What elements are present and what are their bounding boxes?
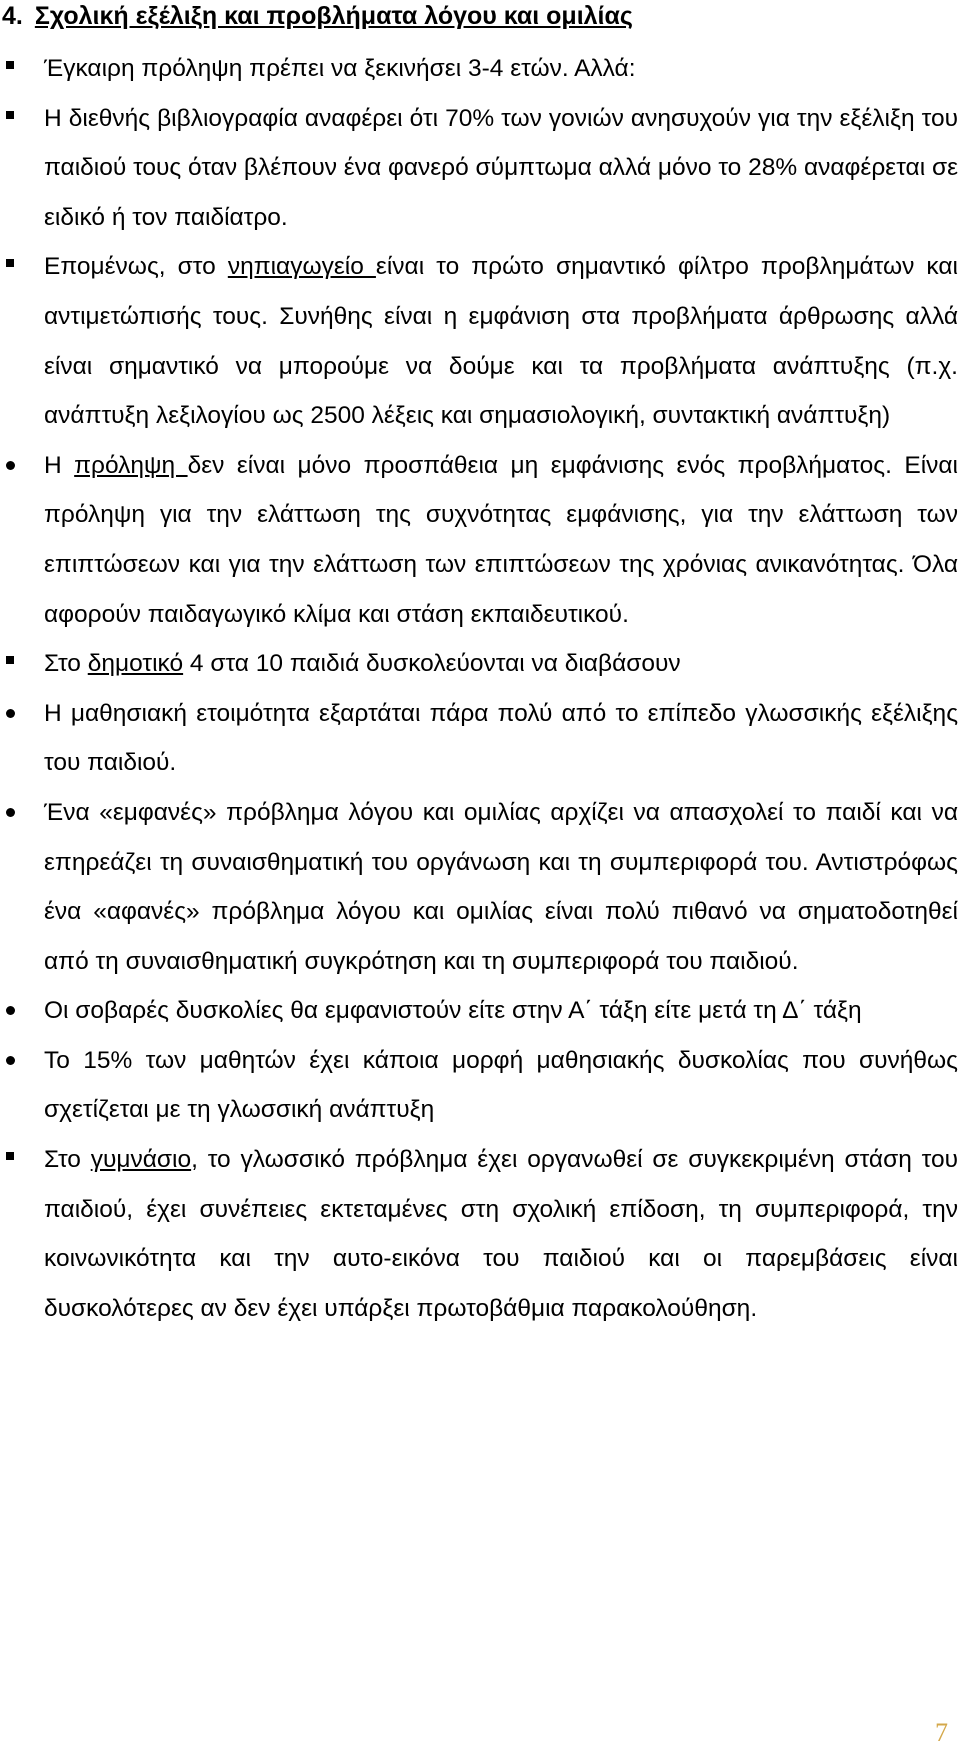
- list-item-text: [44, 639, 958, 689]
- text-run: 4 στα 10 παιδιά δυσκολεύονται να διαβάσουν: [183, 650, 681, 678]
- text-run: είναι το πρώτο σημαντικό φίλτρο προβλημάτων και αντιμετώπισής τους. Συνήθης είναι η εμφάνιση στα προβλήματα άρθρωσης αλλά είναι σημαντικό να μπορούμε να δούμε και τα προβλήματα ανάπτυξης (π.χ. ανάπτυξη λεξιλογίου ως 2500 λέξεις και σημασιολογική, συντακτική ανάπτυξη): [44, 253, 958, 430]
- text-run: Το 15% των μαθητών έχει κάποια μορφή μαθησιακής δυσκολίας που συνήθως σχετίζεται με τη γλωσσική ανάπτυξη: [44, 1046, 958, 1124]
- text-run: Επομένως, στο: [44, 253, 228, 281]
- list-item-text: [44, 242, 958, 440]
- list-item-text: [44, 986, 958, 1036]
- text-run: Ένα «εμφανές» πρόβλημα λόγου και ομιλίας αρχίζει να απασχολεί το παιδί και να επηρεάζει τη συναισθηματική του οργάνωση και τη συμπεριφορά του. Αντιστρόφως ένα «αφανές» πρόβλημα λόγου και ομιλίας είναι πολύ πιθανό να σηματοδοτηθεί από τη συναισθηματική συγκρότηση και τη συμπεριφορά του παιδιού.: [44, 798, 958, 975]
- section-number: 4.: [2, 2, 23, 30]
- disc-bullet-icon: [6, 808, 15, 817]
- list-item: [0, 788, 958, 986]
- list-item: [0, 44, 958, 94]
- text-run: Η διεθνής βιβλιογραφία αναφέρει ότι 70% των γονιών ανησυχούν για την εξέλιξη του παιδιού τους όταν βλέπουν ένα φανερό σύμπτωμα αλλά μόνο το 28% αναφέρεται σε ειδικό ή τον παιδίατρο.: [44, 104, 958, 231]
- underlined-term: γυμνάσιο: [90, 1146, 192, 1174]
- list-item-text: [44, 1036, 958, 1135]
- list-item-text: [44, 44, 958, 94]
- disc-bullet-icon: [6, 461, 15, 470]
- list-item-text: [44, 441, 958, 639]
- list-item-text: [44, 788, 958, 986]
- list-item: [0, 1135, 958, 1333]
- list-item-text: [44, 1135, 958, 1333]
- list-item: [0, 94, 958, 243]
- list-item: [0, 639, 958, 689]
- section-title: Σχολική εξέλιξη και προβλήματα λόγου και ομιλίας: [34, 2, 633, 30]
- list-item-text: [44, 94, 958, 243]
- list-item: [0, 689, 958, 788]
- page-number: 7: [935, 1718, 948, 1747]
- list-item: [0, 1036, 958, 1135]
- list-item: [0, 986, 958, 1036]
- underlined-term: πρόληψη: [74, 451, 188, 479]
- section-heading: [2, 0, 633, 32]
- disc-bullet-icon: [6, 1006, 15, 1015]
- text-run: Έγκαιρη πρόληψη πρέπει να ξεκινήσει 3-4 ετών. Αλλά:: [44, 55, 636, 82]
- square-bullet-icon: [6, 111, 14, 119]
- list-item-text: [44, 689, 958, 788]
- text-run: Στο: [44, 1146, 91, 1174]
- underlined-term: νηπιαγωγείο: [227, 253, 376, 281]
- text-run: Η μαθησιακή ετοιμότητα εξαρτάται πάρα πολύ από το επίπεδο γλωσσικής εξέλιξης του παιδιού.: [44, 699, 958, 777]
- list-item: [0, 441, 958, 639]
- square-bullet-icon: [6, 259, 14, 267]
- square-bullet-icon: [6, 1152, 14, 1160]
- text-run: Η: [44, 451, 75, 479]
- disc-bullet-icon: [6, 1056, 15, 1065]
- square-bullet-icon: [6, 61, 14, 69]
- underlined-term: δημοτικό: [87, 650, 184, 678]
- disc-bullet-icon: [6, 709, 15, 718]
- text-run: δεν είναι μόνο προσπάθεια μη εμφάνισης ενός προβλήματος. Είναι πρόληψη για την ελάττωση της συχνότητας εμφάνισης, για την ελάττωση των επιπτώσεων και για την ελάττωση των επιπτώσεων της χρόνιας ανικανότητας. Όλα αφορούν παιδαγωγικό κλίμα και στάση εκπαιδευτικού.: [44, 451, 958, 628]
- square-bullet-icon: [6, 656, 14, 664]
- text-run: , το γλωσσικό πρόβλημα έχει οργανωθεί σε συγκεκριμένη στάση του παιδιού, έχει συνέπειες εκτεταμένες στη σχολική επίδοση, τη συμπεριφορά, την κοινωνικότητα και την αυτο-εικόνα του παιδιού και οι παρεμβάσεις είναι δυσκολότερες αν δεν έχει υπάρξει πρωτοβάθμια παρακολούθηση.: [44, 1146, 958, 1322]
- list-item: [0, 242, 958, 440]
- text-run: Στο: [44, 650, 88, 678]
- bullet-list: [0, 44, 960, 1333]
- text-run: Οι σοβαρές δυσκολίες θα εμφανιστούν είτε στην Α΄ τάξη είτε μετά τη Δ΄ τάξη: [44, 997, 862, 1025]
